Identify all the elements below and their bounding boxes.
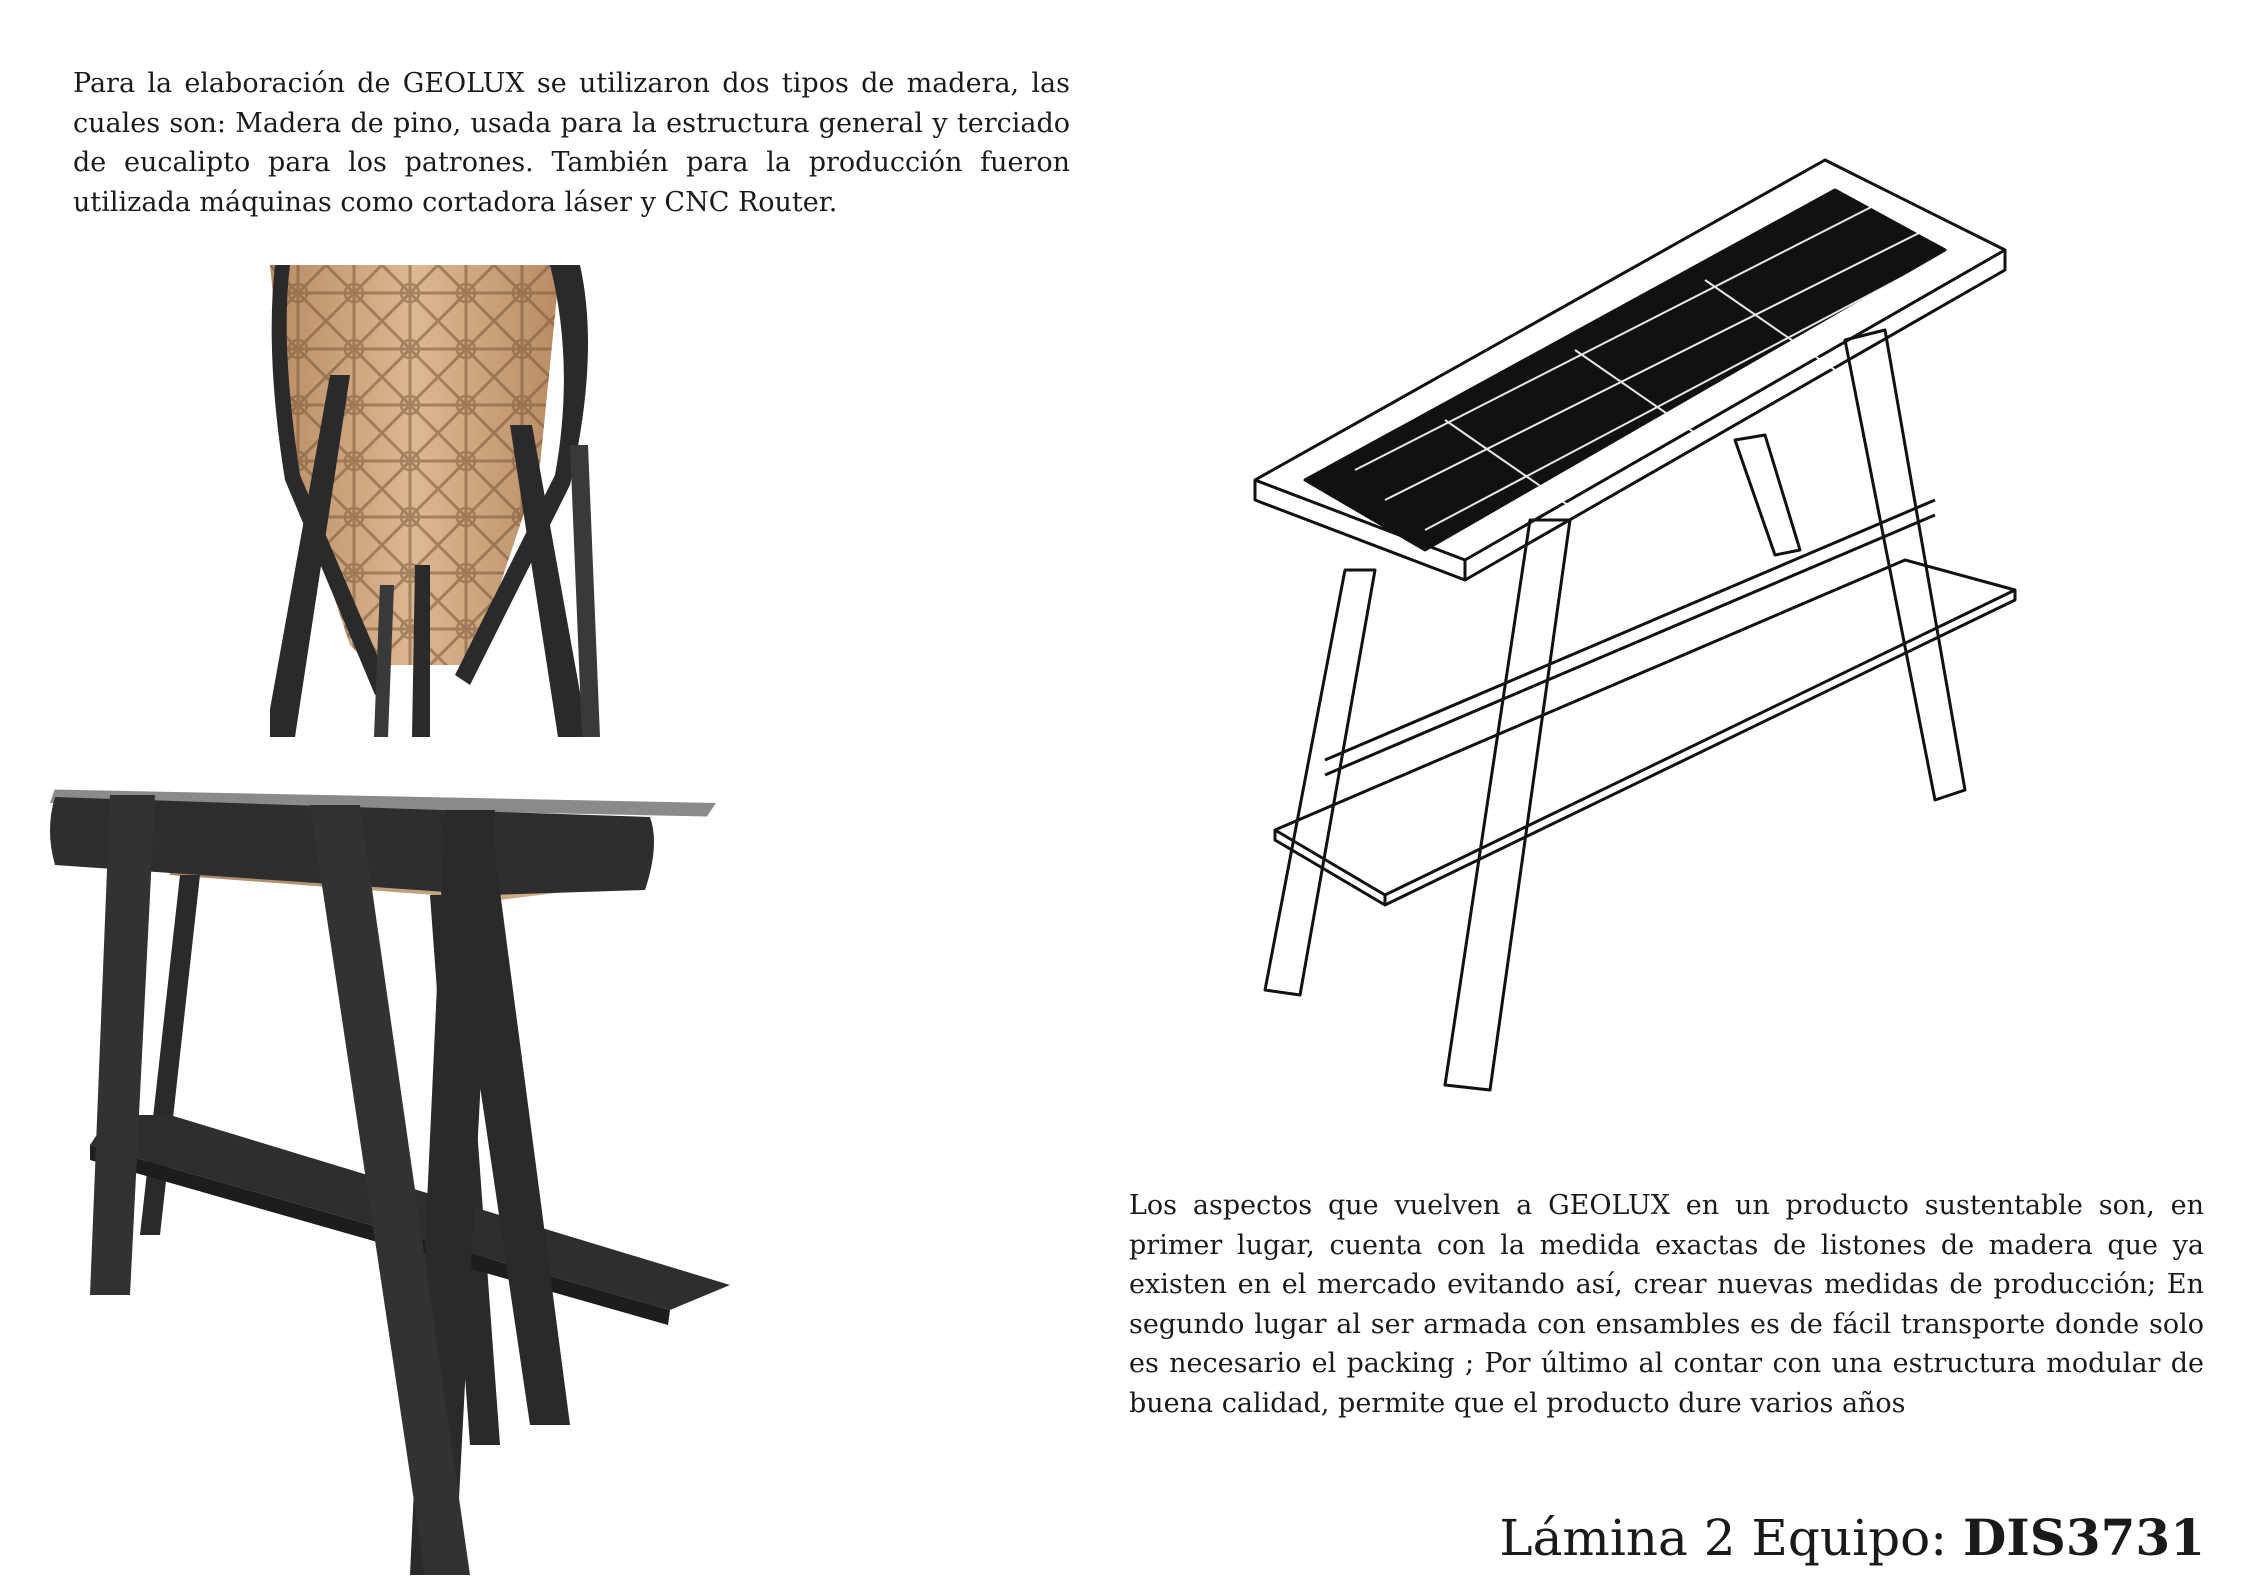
line-drawing-isometric xyxy=(1245,150,2035,1105)
sustainability-paragraph: Los aspectos que vuelven a GEOLUX en un producto sustentable son, en primer lugar, cuenta con la medida exactas de listones de madera que ya existen en el mercado evitando así, crear nuevas medidas de producción; En segundo lugar al ser armada con ensambles es de fácil transporte donde solo es necesario el packing ; Por último al contar con una estructura modular de buena calidad, permite que el producto dure varios años xyxy=(1129,1190,2204,1419)
team-code: DIS3731 xyxy=(1962,1508,2205,1567)
footer-prefix: Lámina 2 Equipo: xyxy=(1499,1509,1963,1567)
render-dark-console xyxy=(50,785,730,1575)
render-underside-view xyxy=(270,265,830,737)
sheet-footer xyxy=(1499,1508,2205,1568)
intro-paragraph: Para la elaboración de GEOLUX se utilizaron dos tipos de madera, las cuales son: Madera de pino, usada para la estructura general y terciado de eucalipto para los patrones. También para la producción fueron utilizada máquinas como cortadora láser y CNC Router. xyxy=(73,68,1070,218)
